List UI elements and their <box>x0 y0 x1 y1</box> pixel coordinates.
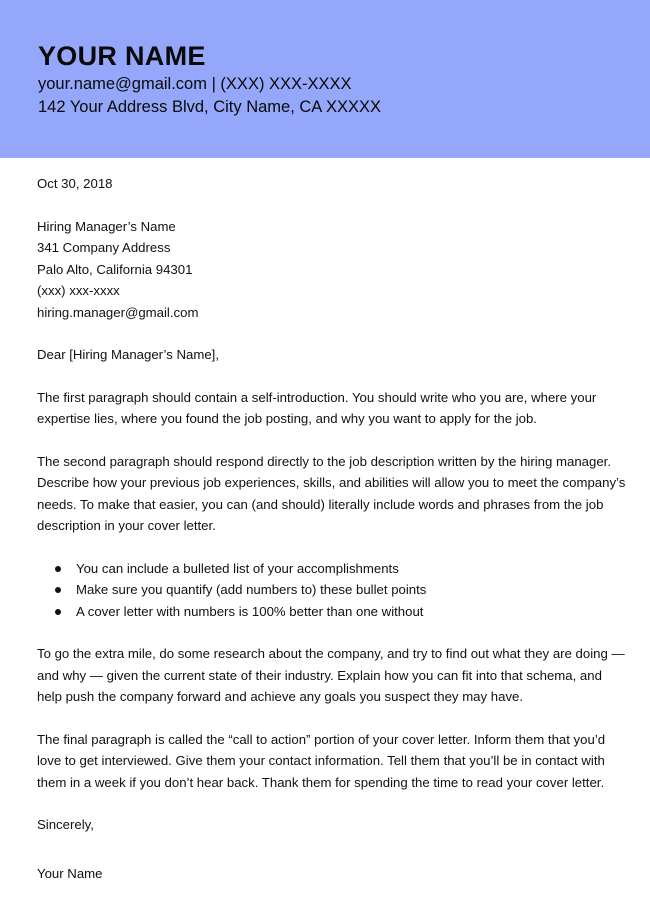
list-item-text: You can include a bulleted list of your accomplishments <box>76 560 399 576</box>
letter-date: Oct 30, 2018 <box>37 176 113 191</box>
recipient-city: Palo Alto, California 94301 <box>37 261 193 277</box>
paragraph-research: To go the extra mile, do some research about the company, and try to find out what they are doing — and why — given the current state of their industry. Explain how you can fit into that schema, and help push the company forward and achieve any goals you suspect they may have. <box>37 646 625 704</box>
recipient-phone: (xxx) xxx-xxxx <box>37 283 120 298</box>
applicant-name: YOUR NAME <box>38 41 206 71</box>
list-item <box>55 601 627 623</box>
paragraph-call-to-action: The final paragraph is called the “call to action” portion of your cover letter. Inform them that you’d love to get interviewed. Give them your contact information. Tell them that you’ll be in contact with them in a week if you don’t hear back. Thank them for spending the time to read your cover letter. <box>37 731 606 790</box>
signature: Your Name <box>37 865 103 881</box>
accomplishment-list <box>37 558 627 623</box>
applicant-email-phone: your.name@gmail.com | (XXX) XXX-XXXX <box>38 75 352 93</box>
list-item <box>55 579 627 601</box>
list-item-text: A cover letter with numbers is 100% better than one without <box>76 603 424 619</box>
list-item-text: Make sure you quantify (add numbers to) these bullet points <box>76 582 427 597</box>
greeting: Dear [Hiring Manager’s Name], <box>37 347 220 362</box>
letter-body <box>37 173 627 884</box>
bullet-icon <box>55 587 61 593</box>
recipient-address: 341 Company Address <box>37 240 171 255</box>
bullet-icon <box>55 609 61 615</box>
applicant-address: 142 Your Address Blvd, City Name, CA XXXXX <box>38 98 382 116</box>
recipient-email: hiring.manager@gmail.com <box>37 304 199 320</box>
recipient-block <box>37 216 627 324</box>
closing: Sincerely, <box>37 817 94 832</box>
header-banner <box>0 0 650 158</box>
bullet-icon <box>55 566 61 572</box>
paragraph-intro: The first paragraph should contain a self-introduction. You should write who you are, where your expertise lies, where you found the job posting, and why you want to apply for the job. <box>37 389 597 426</box>
paragraph-experience: The second paragraph should respond directly to the job description written by the hiring manager. Describe how your previous job experiences, skills, and abilities will allow you to meet the company’s needs. To make that easier, you can (and should) literally include words and phrases from the job description in your cover letter. <box>37 453 626 533</box>
list-item <box>55 558 627 580</box>
recipient-name: Hiring Manager’s Name <box>37 218 176 234</box>
